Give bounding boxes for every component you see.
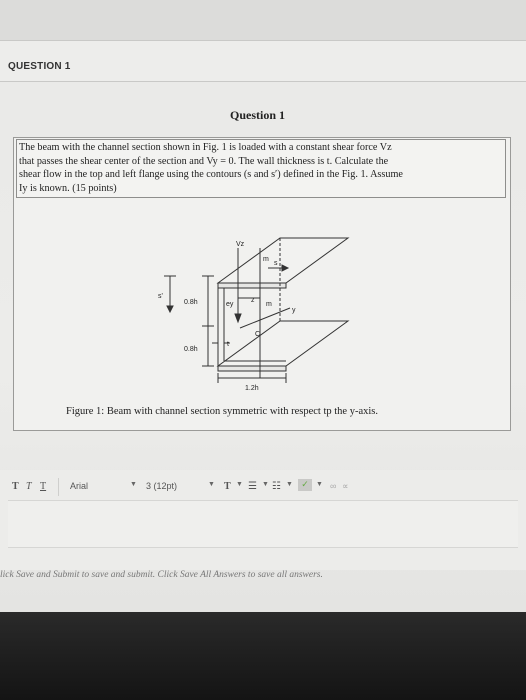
label-s-prime: s' [158,293,163,300]
bullet-list-icon[interactable]: ☰ [248,481,257,492]
spellcheck-icon[interactable]: ✓ [298,479,312,491]
label-ey: ey [226,301,234,308]
text-color-dropdown-icon[interactable]: ▼ [236,481,243,488]
dark-bottom-region [0,612,526,700]
channel-section-figure [150,218,360,398]
label-t: t [227,341,229,348]
label-c: C [255,331,261,338]
footer-instructions: lick Save and Submit to save and submit. Click Save All Answers to save all answers. [0,570,323,580]
underline-button[interactable]: T [40,481,47,492]
link-icon[interactable]: ∞ [330,481,337,491]
label-vz: Vz [236,241,245,248]
label-12h: 1.2h [245,385,259,392]
bullet-list-dropdown-icon[interactable]: ▼ [262,481,269,488]
font-size-dropdown-icon[interactable]: ▼ [208,481,215,488]
question-line-3: shear flow in the top and left flange using the contours (s and s′) defined in the Fig. 1. Assume [19,169,403,180]
text-color-button[interactable]: T [224,481,231,492]
spellcheck-dropdown-icon[interactable]: ▼ [316,481,323,488]
question-text [16,139,506,198]
question-header [0,40,526,82]
bottom-flange-edge [218,366,286,371]
unlink-icon[interactable]: ∝ [342,481,349,491]
label-08h-top: 0.8h [184,299,198,306]
label-m-mid: m [266,301,272,308]
italic-button[interactable]: T [26,481,32,492]
label-y: y [292,307,296,314]
bold-button[interactable]: T [12,481,19,492]
question-title: Question 1 [230,108,286,122]
label-m-top: m [263,256,269,263]
label-s-top: s [274,260,278,267]
toolbar-divider [58,478,59,496]
question-paragraph [16,139,506,198]
font-size-select[interactable]: 3 (12pt) [146,481,178,491]
font-family-dropdown-icon[interactable]: ▼ [130,481,137,488]
top-band [0,0,526,40]
label-z: z [251,297,255,304]
question-line-1: The beam with the channel section shown in Fig. 1 is loaded with a constant shear force Vz [19,142,392,153]
top-flange-edge [218,283,286,288]
font-family-select[interactable]: Arial [70,481,89,491]
s-prime-arrowhead [167,306,173,312]
numbered-list-icon[interactable]: ☷ [272,481,281,492]
question-line-4: Iy is known. (15 points) [19,182,117,194]
figure-caption: Figure 1: Beam with channel section symmetric with respect tp the y-axis. [66,406,379,417]
answer-input-area[interactable] [8,500,518,548]
editor-toolbar [8,478,518,498]
question-label: QUESTION 1 [8,61,71,72]
label-08h-bottom: 0.8h [184,346,198,353]
vz-arrowhead [235,314,241,322]
numbered-list-dropdown-icon[interactable]: ▼ [286,481,293,488]
bottom-flange [218,321,348,366]
question-line-2: that passes the shear center of the section and Vy = 0. The wall thickness is t. Calculate the [19,155,389,167]
